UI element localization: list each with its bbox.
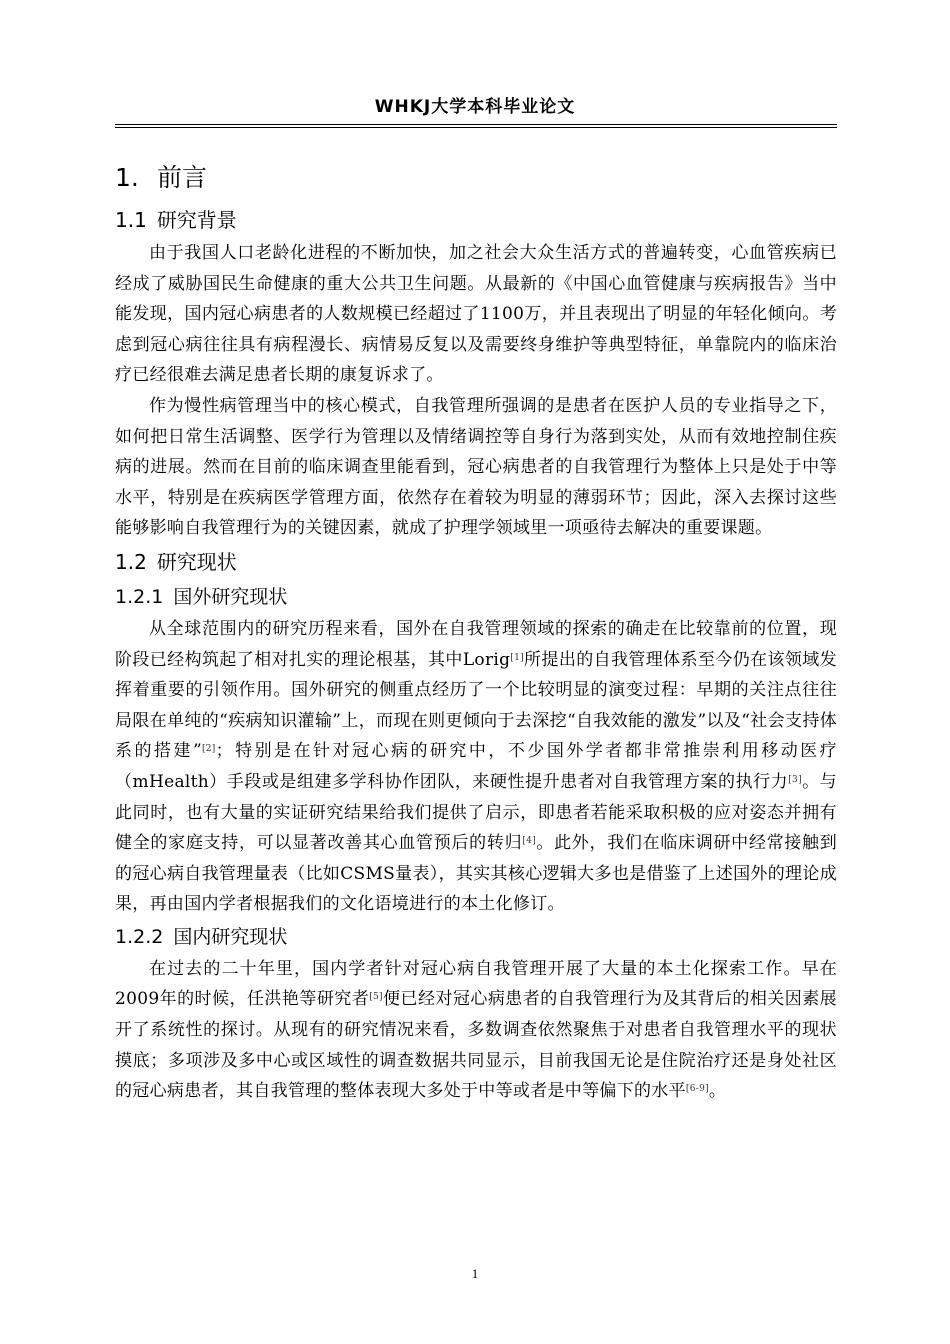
chapter-heading — [115, 154, 837, 202]
chapter-number: 1. — [115, 163, 139, 192]
text-run: 。 — [708, 1081, 727, 1102]
text-run: 便已经对冠心病患者的自我管理行为及其背后的相关因素展开了系统性的探讨。从现有的研究情况来看，多数调查依然聚焦于对患者自我管理水平的现状摸底；多项涉及多中心或区域性的调查数据共同显示，目前我国无论是住院治疗还是身处社区的冠心病患者，其自我管理的整体表现大多处于中等或者是中等偏下的水平 — [115, 989, 837, 1102]
text-run: 从全球范围内的研究历程来看，国外在自我管理领域的探索的确走在比较靠前的位置，现阶段已经构筑起了相对扎实的理论根基，其中Lorig — [115, 618, 837, 670]
citation-ref: [5] — [369, 992, 383, 1003]
subsection-heading-foreign — [115, 580, 837, 614]
paragraph-background-2: 作为慢性病管理当中的核心模式，自我管理所强调的是患者在医护人员的专业指导之下，如何把日常生活调整、医学行为管理以及情绪调控等自身行为落到实处，从而有效地控制住疾病的进展。然而在目前的临床调查里能看到，冠心病患者的自我管理行为整体上只是处于中等水平，特别是在疾病医学管理方面，依然存在着较为明显的薄弱环节；因此，深入去探讨这些能够影响自我管理行为的关键因素，就成了护理学领域里一项亟待去解决的重要课题。 — [115, 395, 837, 539]
section-heading-background — [115, 202, 837, 238]
page-number: 1 — [471, 1266, 479, 1281]
paragraph-foreign-research — [115, 614, 837, 920]
header-divider — [115, 124, 837, 128]
citation-ref: [3] — [788, 774, 802, 785]
text-run: 。与此同时，也有大量的实证研究结果给我们提供了启示，即患者若能采取积极的应对姿态并拥有健全的家庭支持，可以显著改善其心血管预后的转归 — [115, 771, 837, 854]
section-title: 研究现状 — [156, 549, 237, 574]
subsection-title: 国内研究现状 — [173, 925, 288, 948]
paragraph-domestic-research — [115, 954, 837, 1107]
chapter-title: 前言 — [157, 163, 208, 192]
subsection-title: 国外研究现状 — [173, 585, 288, 608]
citation-ref: [1] — [510, 652, 524, 663]
citation-ref: [6-9] — [685, 1084, 709, 1095]
section-number: 1.2 — [115, 549, 147, 574]
document-body — [115, 154, 837, 1107]
section-number: 1.1 — [115, 208, 147, 232]
page-header-title: WHKJ大学本科毕业论文 — [374, 97, 576, 117]
paragraph-background-1: 由于我国人口老龄化进程的不断加快，加之社会大众生活方式的普遍转变，心血管疾病已经成了威胁国民生命健康的重大公共卫生问题。从最新的《中国心血管健康与疾病报告》当中能发现，国内冠心病患者的人数规模已经超过了1100万，并且表现出了明显的年轻化倾向。考虑到冠心病往往具有病程漫长、病情易反复以及需要终身维护等典型特征，单靠院内的临床治疗已经很难去满足患者长期的康复诉求了。 — [115, 243, 837, 386]
text-run: 在过去的二十年里，国内学者针对冠心病自我管理开展了大量的本土化探索工作。早在2009年的时候，任洪艳等研究者 — [115, 958, 837, 1010]
subsection-heading-domestic — [115, 920, 837, 954]
citation-ref: [4] — [522, 836, 536, 847]
text-run: 。此外，我们在临床调研中经常接触到的冠心病自我管理量表（比如CSMS量表），其实其核心逻辑大多也是借鉴了上述国外的理论成果，再由国内学者根据我们的文化语境进行的本土化修订。 — [115, 833, 837, 915]
subsection-number: 1.2.2 — [115, 925, 164, 948]
section-heading-status — [115, 544, 837, 580]
text-run: ；特别是在针对冠心病的研究中，不少国外学者都非常推崇利用移动医疗（mHealth）手段或是组建多学科协作团队，来硬性提升患者对自我管理方案的执行力 — [115, 741, 837, 792]
text-run: 所提出的自我管理体系至今仍在该领域发挥着重要的引领作用。国外研究的侧重点经历了一个比较明显的演变过程：早期的关注点往往局限在单纯的“疾病知识灌输”上，而现在则更倾向于去深挖“自我效能的激发”以及“社会支持体系的搭建” — [115, 649, 837, 762]
citation-ref: [2] — [201, 744, 216, 755]
subsection-number: 1.2.1 — [115, 585, 164, 608]
section-title: 研究背景 — [156, 208, 237, 232]
